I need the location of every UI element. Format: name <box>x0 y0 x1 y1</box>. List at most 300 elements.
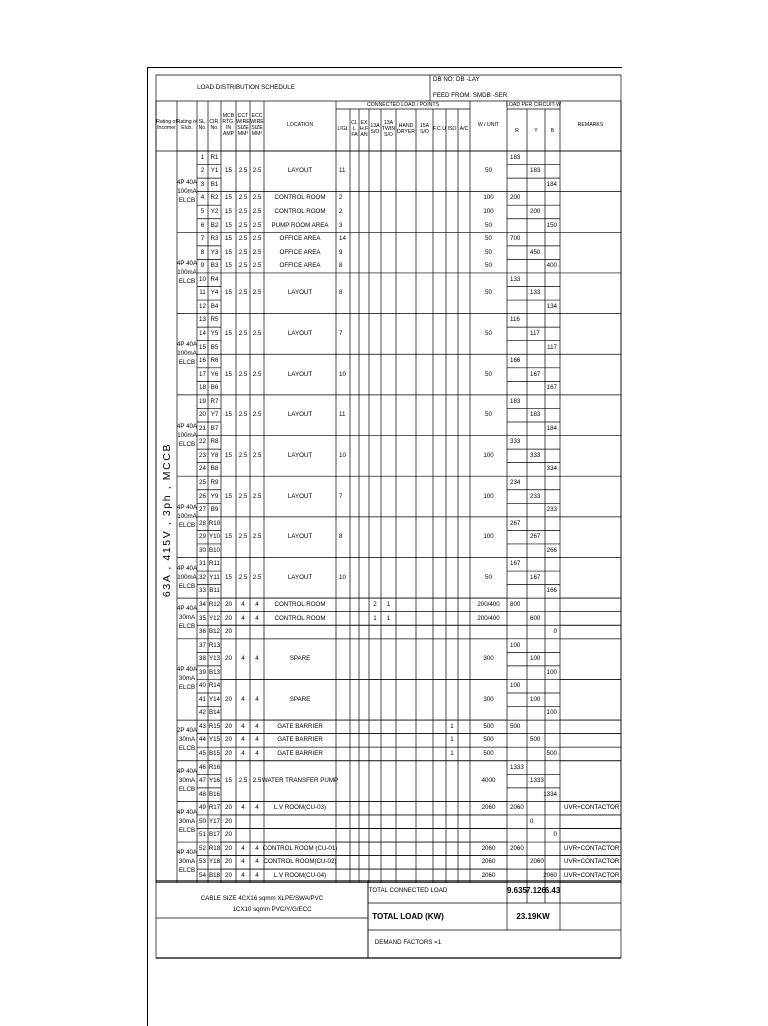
elcb-rating-label: 100mA <box>177 431 197 439</box>
location-cell: LAYOUT <box>287 289 313 297</box>
sl-no-cell: 16 <box>199 356 206 364</box>
load-y-cell: 183 <box>530 167 541 175</box>
location-cell: SPARE <box>289 655 311 663</box>
ecc-wire-cell: 2.5 <box>252 262 262 270</box>
watt-per-unit-cell: 300 <box>483 655 494 663</box>
load-b-cell: 266 <box>546 546 557 554</box>
location-cell: LAYOUT <box>287 370 313 378</box>
watt-per-unit-cell: 2060 <box>481 844 496 852</box>
load-y-cell: 450 <box>530 248 541 256</box>
circuit-no-cell: B14 <box>208 709 221 717</box>
sl-no-cell: 29 <box>199 533 206 541</box>
sl-no-cell: 20 <box>199 411 206 419</box>
cct-wire-cell: 4 <box>241 614 245 622</box>
total-load-label: TOTAL LOAD (KW) <box>372 912 444 921</box>
col-y: Y <box>534 128 538 135</box>
col-cct-wire: CCT WIRE SIZE MM² <box>236 113 250 137</box>
sl-no-cell: 19 <box>199 397 206 405</box>
mcb-rating-cell: 20 <box>225 614 232 622</box>
sl-no-cell: 50 <box>199 817 206 825</box>
location-cell: GATE BARRIER <box>277 749 323 757</box>
sl-no-cell: 33 <box>199 587 206 595</box>
circuit-no-cell: B13 <box>208 668 221 676</box>
watt-per-unit-cell: 50 <box>485 573 492 581</box>
ecc-wire-cell: 2.5 <box>252 221 262 229</box>
mcb-rating-cell: 20 <box>225 844 232 852</box>
ecc-wire-cell: 4 <box>255 749 259 757</box>
ecc-wire-cell: 2.5 <box>252 207 262 215</box>
cct-wire-cell: 2.5 <box>238 248 248 256</box>
circuit-no-cell: R14 <box>208 682 221 690</box>
load-y-cell: 333 <box>530 451 541 459</box>
col-sub-ac: A/C <box>459 126 469 133</box>
location-cell: CONTROL ROOM (CU-01) <box>262 844 338 852</box>
load-y-cell: 200 <box>530 207 541 215</box>
location-cell: OFFICE AREA <box>279 262 321 270</box>
sl-no-cell: 1 <box>200 153 205 161</box>
watt-per-unit-cell: 2060 <box>481 858 496 866</box>
lighting-points-cell: 9 <box>339 248 343 256</box>
load-b-cell: 334 <box>546 465 557 473</box>
mcb-rating-cell: 15 <box>225 533 232 541</box>
watt-per-unit-cell: 50 <box>485 262 492 270</box>
sl-no-cell: 31 <box>199 560 206 568</box>
elcb-rating-label: 4P 40A <box>176 341 198 349</box>
mcb-rating-cell: 20 <box>225 817 232 825</box>
location-cell: GATE BARRIER <box>277 736 323 744</box>
load-r-cell: 183 <box>510 397 521 405</box>
twin-socket-13a-cell: 1 <box>386 614 391 622</box>
mcb-rating-cell: 20 <box>225 749 232 757</box>
sl-no-cell: 35 <box>199 614 206 622</box>
cct-wire-cell: 2.5 <box>238 411 248 419</box>
cct-wire-cell: 4 <box>241 736 245 744</box>
load-r-cell: 700 <box>510 234 521 242</box>
sl-no-cell: 40 <box>199 682 206 690</box>
mcb-rating-cell: 15 <box>225 221 232 229</box>
location-cell: CONTROL ROOM(CU-02) <box>263 858 337 866</box>
elcb-rating-label: ELCB <box>178 867 196 875</box>
circuit-no-cell: R2 <box>210 194 219 202</box>
circuit-no-cell: Y3 <box>210 248 219 256</box>
mcb-rating-cell: 15 <box>225 207 232 215</box>
lighting-points-cell: 2 <box>339 207 343 215</box>
watt-per-unit-cell: 50 <box>485 167 492 175</box>
circuit-no-cell: B6 <box>210 384 219 392</box>
mcb-rating-cell: 15 <box>225 776 232 784</box>
cct-wire-cell: 2.5 <box>238 167 248 175</box>
feed-from: FEED FROM: SMDB -SER <box>433 91 508 99</box>
sl-no-cell: 45 <box>199 749 206 757</box>
col-sub-ligl: LIGL <box>337 126 349 133</box>
col-mcb-rating: MCB RTG. IN AMP <box>222 113 235 137</box>
cct-wire-cell: 4 <box>241 871 245 879</box>
load-y-cell: 100 <box>530 655 541 663</box>
circuit-no-cell: R11 <box>209 560 220 568</box>
col-rating-elcb: Rating of Elcb. <box>176 119 198 131</box>
lighting-points-cell: 8 <box>339 533 343 541</box>
elcb-rating-label: ELCB <box>178 277 196 285</box>
sl-no-cell: 10 <box>199 275 206 283</box>
location-cell: WATER TRANSFER PUMP <box>261 776 339 784</box>
ecc-wire-cell: 4 <box>255 695 259 703</box>
watt-per-unit-cell: 50 <box>485 234 492 242</box>
sl-no-cell: 36 <box>199 627 206 635</box>
watt-per-unit-cell: 50 <box>485 370 492 378</box>
elcb-rating-label: ELCB <box>178 359 196 367</box>
lighting-points-cell: 7 <box>339 329 343 337</box>
sl-no-cell: 4 <box>200 194 205 202</box>
cct-wire-cell: 2.5 <box>238 262 248 270</box>
load-b-cell: 100 <box>546 709 557 717</box>
sl-no-cell: 44 <box>199 736 206 744</box>
remarks-cell: UVR+CONTACTOR <box>564 844 620 852</box>
elcb-rating-label: 100mA <box>177 268 197 276</box>
circuit-no-cell: B1 <box>210 180 219 188</box>
cable-size-line-2: 1CX10 sqmm PVC/Y/G/ECC <box>232 905 312 913</box>
mcb-rating-cell: 15 <box>225 234 232 242</box>
circuit-no-cell: Y1 <box>210 167 219 175</box>
col-sub-ex: EX H.F AN <box>359 120 369 138</box>
load-b-cell: 400 <box>546 262 557 270</box>
load-y-cell: 0 <box>530 817 534 825</box>
mcb-rating-cell: 20 <box>225 804 232 812</box>
total-load-b: 6.43 <box>544 886 561 895</box>
mcb-rating-cell: 15 <box>225 370 232 378</box>
circuit-no-cell: B8 <box>210 465 219 473</box>
mcb-rating-cell: 15 <box>225 492 232 500</box>
load-b-cell: 2060 <box>543 871 557 879</box>
sl-no-cell: 21 <box>199 424 206 432</box>
lighting-points-cell: 10 <box>339 370 346 378</box>
load-y-cell: 167 <box>530 370 541 378</box>
sl-no-cell: 37 <box>199 641 206 649</box>
mcb-rating-cell: 20 <box>225 858 232 866</box>
circuit-no-cell: R10 <box>208 519 221 527</box>
elcb-rating-label: 4P 40A <box>176 259 198 267</box>
location-cell: CONTROL ROOM <box>274 600 326 608</box>
cct-wire-cell: 4 <box>241 600 245 608</box>
location-cell: LAYOUT <box>287 573 313 581</box>
ecc-wire-cell: 2.5 <box>252 411 262 419</box>
sl-no-cell: 18 <box>199 384 206 392</box>
cct-wire-cell: 4 <box>241 655 245 663</box>
col-b: B <box>550 128 555 135</box>
watt-per-unit-cell: 500 <box>483 736 494 744</box>
elcb-rating-label: 30mA <box>178 614 196 622</box>
circuit-no-cell: Y10 <box>208 533 221 541</box>
location-cell: GATE BARRIER <box>277 722 323 730</box>
isolator-cell: 1 <box>450 736 454 744</box>
elcb-rating-label: 4P 40A <box>176 808 198 816</box>
ecc-wire-cell: 2.5 <box>252 492 262 500</box>
ecc-wire-cell: 4 <box>255 804 259 812</box>
db-number: DB NO: DB -LAY <box>433 75 480 83</box>
incomer-rating-label: 63A , 415V , 3ph , MCCB <box>160 442 173 598</box>
cct-wire-cell: 2.5 <box>238 329 248 337</box>
socket-13a-cell: 1 <box>373 614 377 622</box>
lighting-points-cell: 3 <box>339 221 343 229</box>
elcb-rating-label: ELCB <box>178 684 196 692</box>
load-y-cell: 600 <box>530 614 541 622</box>
total-load-value: 23.19KW <box>516 912 550 921</box>
location-cell: L.V ROOM(CU-03) <box>273 804 327 812</box>
ecc-wire-cell: 2.5 <box>252 329 262 337</box>
load-b-cell: 233 <box>546 505 557 513</box>
load-y-cell: 233 <box>530 492 541 500</box>
cct-wire-cell: 2.5 <box>238 451 248 459</box>
circuit-no-cell: B11 <box>209 587 220 595</box>
elcb-rating-label: ELCB <box>178 440 196 448</box>
ecc-wire-cell: 2.5 <box>252 289 262 297</box>
circuit-no-cell: B9 <box>210 505 219 513</box>
mcb-rating-cell: 20 <box>225 736 232 744</box>
elcb-rating-label: 4P 40A <box>176 178 198 186</box>
lighting-points-cell: 2 <box>339 194 343 202</box>
elcb-rating-label: ELCB <box>178 196 196 204</box>
ecc-wire-cell: 2.5 <box>252 194 262 202</box>
circuit-no-cell: B7 <box>210 424 219 432</box>
col-sub-s15: 15A S/O <box>419 123 430 135</box>
lighting-points-cell: 10 <box>339 573 346 581</box>
load-r-cell: 2060 <box>510 844 524 852</box>
cct-wire-cell: 2.5 <box>238 573 248 581</box>
location-cell: SPARE <box>289 695 311 703</box>
watt-per-unit-cell: 300 <box>483 695 494 703</box>
lighting-points-cell: 11 <box>339 167 346 175</box>
circuit-no-cell: R12 <box>208 600 221 608</box>
elcb-rating-label: 30mA <box>178 736 196 744</box>
col-ecc-wire: ECC WIRE SIZE MM² <box>250 113 264 137</box>
elcb-rating-label: 4P 40A <box>176 849 198 857</box>
load-r-cell: 100 <box>510 682 521 690</box>
mcb-rating-cell: 20 <box>225 600 232 608</box>
load-r-cell: 200 <box>510 194 521 202</box>
location-cell: L.V ROOM(CU-04) <box>273 871 327 879</box>
sl-no-cell: 41 <box>199 695 206 703</box>
sl-no-cell: 8 <box>200 248 205 256</box>
mcb-rating-cell: 20 <box>225 722 232 730</box>
isolator-cell: 1 <box>450 722 454 730</box>
ecc-wire-cell: 4 <box>255 736 259 744</box>
circuit-no-cell: R17 <box>208 804 221 812</box>
watt-per-unit-cell: 100 <box>483 492 494 500</box>
sl-no-cell: 51 <box>199 831 206 839</box>
col-w-unit: W / UNIT <box>477 122 500 129</box>
sl-no-cell: 9 <box>200 262 205 270</box>
location-cell: LAYOUT <box>287 167 313 175</box>
sl-no-cell: 52 <box>199 844 206 852</box>
sl-no-cell: 2 <box>200 167 205 175</box>
circuit-no-cell: Y8 <box>210 451 219 459</box>
location-cell: LAYOUT <box>287 329 313 337</box>
circuit-no-cell: R18 <box>208 844 221 852</box>
total-connected-load-label: TOTAL CONNECTED LOAD <box>368 886 448 894</box>
circuit-no-cell: B16 <box>208 790 221 798</box>
elcb-rating-label: 4P 40A <box>176 503 198 511</box>
mcb-rating-cell: 15 <box>225 194 232 202</box>
mcb-rating-cell: 15 <box>225 248 232 256</box>
sl-no-cell: 53 <box>199 858 206 866</box>
circuit-no-cell: R3 <box>210 234 219 242</box>
watt-per-unit-cell: 2060 <box>481 871 496 879</box>
cct-wire-cell: 2.5 <box>238 492 248 500</box>
elcb-rating-label: 4P 40A <box>176 564 198 572</box>
watt-per-unit-cell: 2060 <box>481 804 496 812</box>
load-y-cell: 133 <box>530 289 541 297</box>
ecc-wire-cell: 2.5 <box>252 234 262 242</box>
cct-wire-cell: 2.5 <box>238 289 248 297</box>
load-b-cell: 166 <box>546 587 557 595</box>
sl-no-cell: 11 <box>199 289 206 297</box>
elcb-rating-label: ELCB <box>178 582 196 590</box>
cct-wire-cell: 2.5 <box>238 533 248 541</box>
demand-factor-label: DEMAND FACTORS =1 <box>374 938 442 946</box>
location-cell: PUMP ROOM AREA <box>271 221 329 229</box>
elcb-rating-label: 100mA <box>177 350 197 358</box>
elcb-rating-label: ELCB <box>178 745 196 753</box>
cct-wire-cell: 2.5 <box>238 776 248 784</box>
col-sub-fcu: F.C.U <box>433 126 446 133</box>
total-load-r: 9.635 <box>506 886 528 895</box>
ecc-wire-cell: 4 <box>255 655 259 663</box>
lighting-points-cell: 8 <box>339 289 343 297</box>
location-cell: OFFICE AREA <box>279 234 321 242</box>
load-b-cell: 150 <box>546 221 557 229</box>
isolator-cell: 1 <box>450 749 454 757</box>
sl-no-cell: 14 <box>199 329 206 337</box>
sl-no-cell: 13 <box>199 316 206 324</box>
socket-13a-cell: 2 <box>373 600 377 608</box>
sl-no-cell: 5 <box>200 207 205 215</box>
col-rating-incomer: Rating of Incomer <box>156 119 177 131</box>
sl-no-cell: 24 <box>199 465 206 473</box>
location-cell: CONTROL ROOM <box>274 614 326 622</box>
cct-wire-cell: 2.5 <box>238 234 248 242</box>
load-r-cell: 2060 <box>510 804 524 812</box>
circuit-no-cell: B18 <box>208 871 221 879</box>
remarks-cell: UVR+CONTACTOR <box>564 858 620 866</box>
cct-wire-cell: 4 <box>241 722 245 730</box>
schedule-title: LOAD DISTRIBUTION SCHEDULE <box>197 83 295 91</box>
sl-no-cell: 17 <box>199 370 206 378</box>
watt-per-unit-cell: 50 <box>485 411 492 419</box>
twin-socket-13a-cell: 1 <box>386 600 391 608</box>
load-y-cell: 1333 <box>530 776 544 784</box>
cct-wire-cell: 4 <box>241 695 245 703</box>
load-r-cell: 166 <box>510 356 521 364</box>
location-cell: LAYOUT <box>287 451 313 459</box>
sl-no-cell: 49 <box>199 804 206 812</box>
circuit-no-cell: Y16 <box>208 776 221 784</box>
cct-wire-cell: 2.5 <box>238 207 248 215</box>
circuit-no-cell: Y9 <box>210 492 219 500</box>
watt-per-unit-cell: 50 <box>485 221 492 229</box>
circuit-no-cell: R15 <box>208 722 221 730</box>
total-load-y: 7.126 <box>525 886 547 895</box>
sl-no-cell: 43 <box>199 722 206 730</box>
elcb-rating-label: ELCB <box>178 521 196 529</box>
remarks-cell: UVR+CONTACTOR <box>564 804 620 812</box>
col-load-per-circuit: LOAD PER CIRCUIT-W <box>505 102 562 109</box>
load-b-cell: 184 <box>546 424 557 432</box>
sl-no-cell: 6 <box>200 221 205 229</box>
ecc-wire-cell: 2.5 <box>252 167 262 175</box>
watt-per-unit-cell: 4000 <box>481 776 496 784</box>
circuit-no-cell: R9 <box>210 478 219 486</box>
ecc-wire-cell: 4 <box>255 871 259 879</box>
circuit-no-cell: R6 <box>210 356 219 364</box>
sl-no-cell: 15 <box>199 343 206 351</box>
cct-wire-cell: 2.5 <box>238 194 248 202</box>
load-b-cell: 500 <box>546 749 557 757</box>
location-cell: LAYOUT <box>287 492 313 500</box>
load-y-cell: 117 <box>530 329 540 337</box>
col-sl-no: SL. No. <box>198 119 207 131</box>
sl-no-cell: 23 <box>199 451 206 459</box>
col-remarks: REMARKS <box>577 122 604 129</box>
sl-no-cell: 3 <box>200 180 205 188</box>
sl-no-cell: 26 <box>199 492 206 500</box>
circuit-no-cell: Y7 <box>210 411 219 419</box>
circuit-no-cell: B17 <box>208 831 221 839</box>
circuit-no-cell: R1 <box>210 153 219 161</box>
location-cell: OFFICE AREA <box>279 248 321 256</box>
circuit-no-cell: R13 <box>208 641 221 649</box>
mcb-rating-cell: 15 <box>225 451 232 459</box>
mcb-rating-cell: 20 <box>225 871 232 879</box>
circuit-no-cell: B2 <box>210 221 219 229</box>
ecc-wire-cell: 4 <box>255 722 259 730</box>
mcb-rating-cell: 15 <box>225 411 232 419</box>
elcb-rating-label: 30mA <box>178 675 196 683</box>
sl-no-cell: 27 <box>199 505 206 513</box>
ecc-wire-cell: 2.5 <box>252 573 262 581</box>
col-sub-cl: CL L FA <box>351 120 358 138</box>
circuit-no-cell: Y11 <box>209 573 220 581</box>
circuit-no-cell: Y18 <box>208 858 221 866</box>
col-sub-s13t: 13A TWIN S/O <box>381 120 396 138</box>
circuit-no-cell: Y15 <box>208 736 221 744</box>
ecc-wire-cell: 2.5 <box>252 451 262 459</box>
remarks-cell: UVR+CONTACTOR <box>564 871 620 879</box>
sl-no-cell: 22 <box>199 438 206 446</box>
circuit-no-cell: B5 <box>210 343 219 351</box>
ecc-wire-cell: 4 <box>255 858 259 866</box>
sl-no-cell: 32 <box>199 573 206 581</box>
circuit-no-cell: R16 <box>208 763 221 771</box>
load-b-cell: 117 <box>547 343 557 351</box>
circuit-no-cell: R5 <box>210 316 219 324</box>
sl-no-cell: 25 <box>199 478 206 486</box>
sl-no-cell: 34 <box>199 600 206 608</box>
watt-per-unit-cell: 50 <box>485 248 492 256</box>
mcb-rating-cell: 15 <box>225 573 232 581</box>
location-cell: LAYOUT <box>287 411 313 419</box>
elcb-rating-label: 100mA <box>177 573 197 581</box>
watt-per-unit-cell: 100 <box>483 207 494 215</box>
elcb-rating-label: ELCB <box>178 623 196 631</box>
circuit-no-cell: Y17 <box>208 817 221 825</box>
ecc-wire-cell: 4 <box>255 844 259 852</box>
circuit-no-cell: B12 <box>208 627 221 635</box>
cct-wire-cell: 2.5 <box>238 370 248 378</box>
sl-no-cell: 28 <box>199 519 206 527</box>
load-r-cell: 800 <box>510 600 521 608</box>
location-cell: CONTROL ROOM <box>274 207 326 215</box>
load-r-cell: 133 <box>510 275 521 283</box>
circuit-no-cell: Y4 <box>210 289 219 297</box>
